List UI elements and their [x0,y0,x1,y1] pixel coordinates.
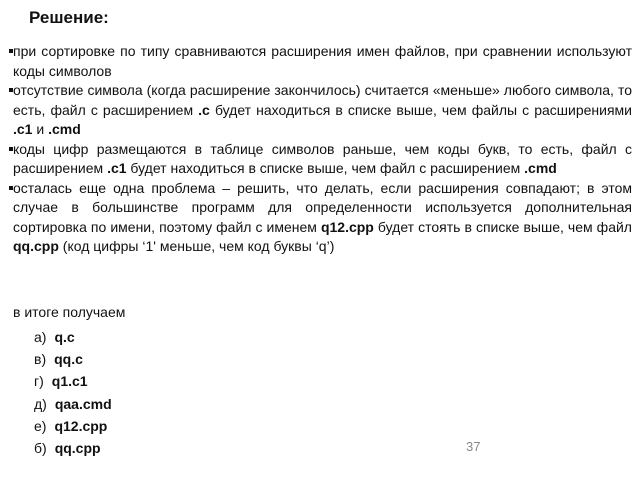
bullet-list [13,42,632,257]
answer-filename: qq.c [54,351,83,368]
answer-item [34,370,112,392]
answer-filename: q1.c1 [51,373,88,390]
bullet-text: отсутствие символа (когда расширение закончилось) считается «меньше» любого символа, то есть, файл с расширением [13,82,632,118]
answer-item [34,437,112,459]
answer-letter: а) [34,329,47,345]
page-number: 37 [466,439,481,454]
filename-token: .cmd [48,121,81,137]
bullet-text: будет находиться в списке выше, чем файлы с расширениями [209,101,633,118]
bullet-text: будет стоять в списке выше, чем файл [373,218,632,235]
bullet-item [13,81,632,140]
answer-item [34,348,112,370]
answer-item [34,415,112,437]
answer-list [34,326,112,459]
bullet-item [13,42,632,81]
bullet-text: при сортировке по типу сравниваются расширения имен файлов, при сравнении используют коды символов [13,43,632,79]
bullet-text: осталась еще одна проблема – решить, что делать, если расширения совпадают; в этом случае в большинстве программ для определенности используется дополнительная сортировка по имени, поэтому файл с именем [13,179,632,235]
filename-token: .cmd [524,160,557,176]
answer-filename: qq.cpp [54,440,101,457]
filename-token: .c [198,101,210,118]
bullet-item [13,140,632,179]
filename-token: .c1 [107,160,127,176]
summary-text: в итоге получаем [13,304,126,320]
filename-token: q12.cpp [320,218,374,235]
bullet-text: (код цифры ‘1' меньше, чем код буквы ‘q’) [58,238,335,254]
answer-filename: qaa.cmd [54,395,112,412]
answer-item [34,326,112,348]
bullet-text: будет находиться в списке выше, чем файл с расширением [126,160,525,176]
answer-item [34,393,112,415]
answer-letter: б) [34,440,47,457]
bullet-text: коды цифр размещаются в таблице символов раньше, чем коды букв, то есть, файл с расширением [13,140,632,176]
answer-letter: е) [34,417,47,434]
answer-filename: q12.cpp [54,417,108,434]
answer-letter: г) [34,373,44,390]
answer-letter: д) [34,395,47,412]
bullet-item [13,179,632,257]
page-title: Решение: [29,8,109,27]
filename-token: .c1 [13,121,33,137]
filename-token: qq.cpp [13,238,59,254]
answer-letter: в) [34,351,47,368]
answer-filename: q.c [54,329,75,345]
bullet-text: и [32,121,49,137]
